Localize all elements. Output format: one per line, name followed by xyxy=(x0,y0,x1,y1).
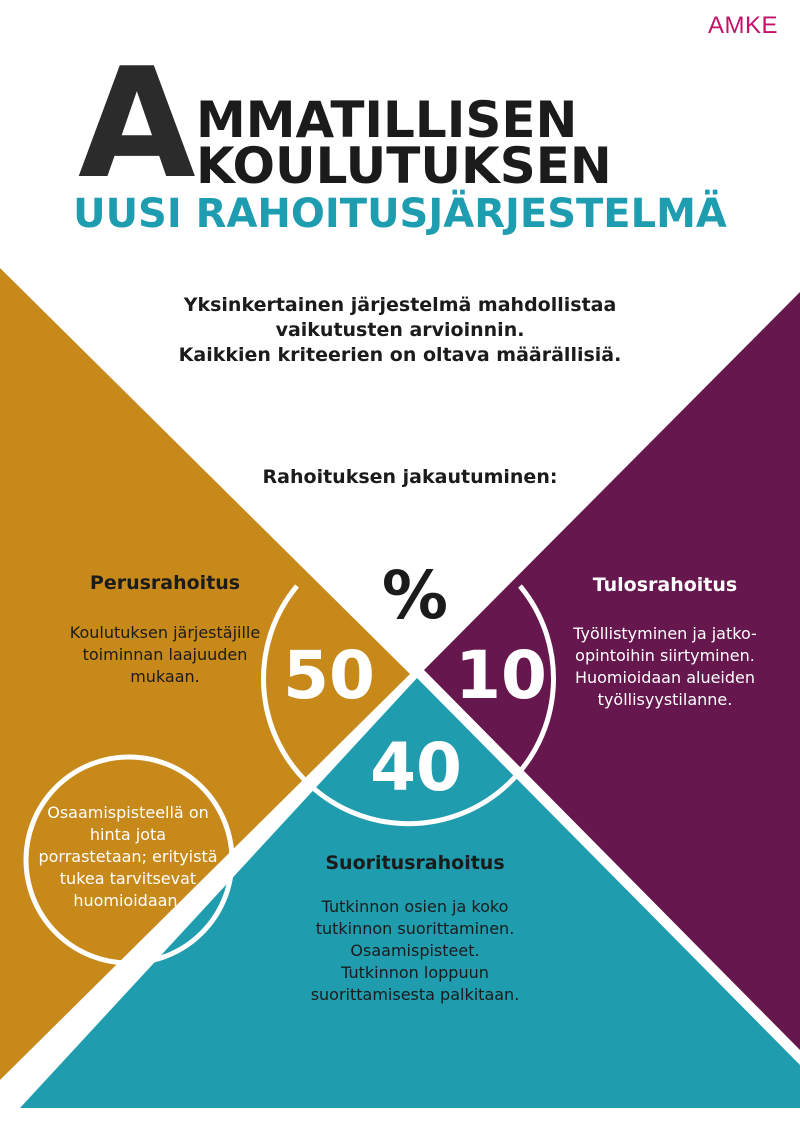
tulosrahoitus-description xyxy=(540,623,790,711)
intro-text xyxy=(120,293,680,368)
distribution-label: Rahoituksen jakautuminen: xyxy=(262,466,558,488)
description-line: Tutkinnon osien ja koko xyxy=(321,897,509,916)
suoritusrahoitus-title: Suoritusrahoitus xyxy=(325,852,505,874)
description-line: mukaan. xyxy=(130,667,200,686)
description-line: opintoihin siirtyminen. xyxy=(575,646,755,665)
description-line: Osaamispisteellä on xyxy=(47,803,209,822)
description-line: työllisyystilanne. xyxy=(597,690,733,709)
title-line-2: KOULUTUKSEN xyxy=(196,137,612,195)
description-line: tutkinnon suorittaminen. xyxy=(315,919,515,938)
description-line: huomioidaan. xyxy=(73,891,183,910)
perusrahoitus-description xyxy=(20,622,310,688)
tulosrahoitus-title: Tulosrahoitus xyxy=(592,574,738,596)
brand-logo-text: AMKE xyxy=(707,12,778,39)
description-line: Huomioidaan alueiden xyxy=(574,668,756,687)
intro-line: Yksinkertainen järjestelmä mahdollistaa xyxy=(183,294,617,316)
title-big-letter: A xyxy=(78,35,196,212)
description-line: porrastetaan; erityistä xyxy=(38,847,218,866)
description-line: Koulutuksen järjestäjille xyxy=(69,623,261,642)
intro-line: vaikutusten arvioinnin. xyxy=(275,319,525,341)
title-line-3: UUSI RAHOITUSJÄRJESTELMÄ xyxy=(73,191,727,237)
osaamispiste-note xyxy=(12,802,244,912)
suoritusrahoitus-description xyxy=(250,896,580,1006)
perusrahoitus-title: Perusrahoitus xyxy=(89,572,241,594)
description-line: suorittamisesta palkitaan. xyxy=(310,985,520,1004)
description-line: hinta jota xyxy=(89,825,167,844)
intro-line: Kaikkien kriteerien on oltava määrällisiä. xyxy=(178,344,622,366)
perus-share-value: 50 xyxy=(283,637,375,714)
title-line-1: MMATILLISEN xyxy=(196,91,578,149)
tulos-share-value: 10 xyxy=(455,637,547,714)
percent-symbol: % xyxy=(381,557,449,634)
description-line: toiminnan laajuuden xyxy=(82,645,248,664)
description-line: Osaamispisteet. xyxy=(350,941,480,960)
description-line: tukea tarvitsevat xyxy=(59,869,197,888)
suoritus-share-value: 40 xyxy=(370,729,462,806)
description-line: Tutkinnon loppuun xyxy=(341,963,489,982)
description-line: Työllistyminen ja jatko- xyxy=(573,624,757,643)
